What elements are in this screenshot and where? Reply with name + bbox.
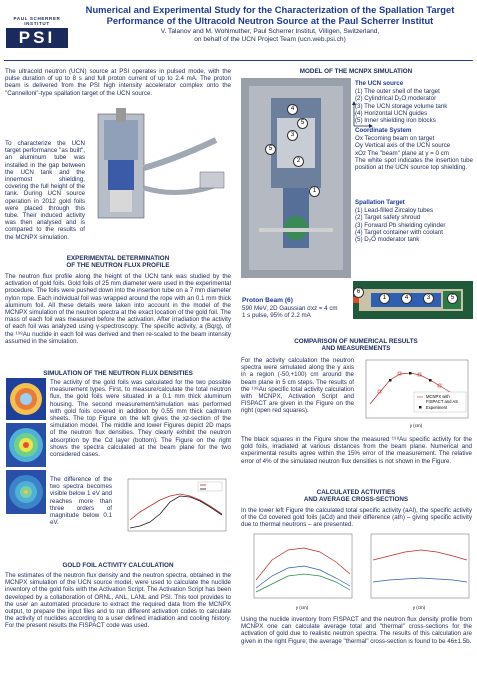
cross-section-plot — [359, 530, 472, 612]
exp-heading-line-2: OF THE NEUTRON FLUX PROFILE — [66, 262, 170, 270]
ucn-item: (1) The outer shell of the target — [355, 88, 440, 96]
ucn-item: (4) Horizontal UCN guides — [355, 109, 428, 117]
label-1: 1 — [309, 186, 320, 197]
spallation-target-list — [355, 199, 473, 243]
mcnpx-model-figure — [241, 78, 351, 278]
ucn-source-title: The UCN source — [355, 80, 404, 87]
spectra-plot — [116, 476, 230, 542]
label-4: 4 — [287, 104, 298, 115]
comparison-heading-line-1: COMPARISON OF NUMERICAL RESULTS — [294, 338, 418, 345]
proton-beam-block — [242, 297, 352, 319]
activity-plot-xlabel: y (cm) — [295, 605, 309, 610]
comparison-legend-3: Experiment — [426, 405, 448, 410]
poster-title — [70, 4, 470, 26]
exp-heading-line-1: EXPERIMENTAL DETERMINATION — [66, 255, 170, 262]
spall-item: (2) Target safety shroud — [355, 214, 421, 222]
title-line-1: Numerical and Experimental Study for the Characterization of the Spallation Target — [85, 4, 455, 15]
ucn-item: (3) The UCN storage volume tank — [355, 102, 448, 110]
gold-foil-text: The estimates of the neutron flux density and the neutron spectra, obtained in the MCNPX simulation of the UCN source model, were used to calculate the nuclide inventory of the gold foils with the Activation Script. The Activation Script has been developed by a collaboration of ORNL, ANL, LANL and PSI. This tool provides to the user an automated procedure to extract the required data from the MCNPX output, to prepare the input files and to run different activation codes to calculate the activity of nuclides according to a user defined irradiation and cooling history. For the present results the FISPACT code was used. — [5, 572, 231, 630]
label-3: 3 — [287, 130, 298, 141]
sim-flux-heading: SIMULATION OF THE NEUTRON FLUX DENSITIES — [43, 370, 193, 377]
spall-item: (1) Lead-filled Zircaloy tubes — [355, 207, 434, 215]
target-label-4: 4 — [401, 293, 412, 304]
intro-paragraph-2: To characterize the UCN target performance "as built", an aluminum tube was installed in the gap between the UCN tank and the innermost shielding, covering the full height of the tank. During UCN source operation in 2012 gold foils were placed through this tube. Their induced activity was then analysed and is compared to the results of the MCNPX simulation. — [5, 140, 85, 241]
calc-activities-heading — [240, 489, 472, 504]
coordinate-system-list — [355, 127, 473, 171]
ucn-source-list — [355, 80, 473, 124]
target-3d-figure — [88, 108, 228, 226]
comparison-text-1: For the activity calculation the neutron spectra were simulated along the y axis in a region (-50,+100) cm around the beam plane in 5 cm steps. The results of the ¹⁹⁸Au specific total activity calculation with MCNPX, Activation Script and FISPACT are given in the Figure on the right (open red squares). — [241, 357, 354, 415]
exp-determination-heading — [5, 255, 231, 270]
spall-item: (4) Target container with coolant — [355, 228, 443, 236]
ucn-item: (2) Cylindrical D₂O moderator — [355, 95, 437, 103]
cross-section-plot-xlabel: y (cm) — [412, 605, 426, 610]
ucn-item: (5) Inner shielding iron blocks — [355, 117, 436, 125]
activity-comparison-plot — [356, 358, 472, 430]
flux-map-total — [6, 423, 46, 467]
header-rule — [4, 60, 473, 61]
flux-map-cadmium — [6, 470, 46, 514]
comparison-legend-1: MCNPX with — [426, 394, 450, 399]
proton-beam-line-1: 590 MeV, 2D Gaussian σxz = 4 cm — [242, 305, 338, 312]
coord-title: Coordinate System — [355, 127, 412, 134]
sim-flux-text: The activity of the gold foils was calculated for the two possible measurement types. First, to measure/calculate the total neutron flux, the gold foils were situated in a 0.1 mm thick aluminum housing. The second measurement/simulation was performed with gold foils covered in addition by 0.55 mm thick cadmium sheets. The top Figure on the left gives the xz-section of the simulation model. The middle and lower Figures depict 2D maps of the neutron flux densities. They clearly exhibit the neutron absorption by the Cd layer (bottom). The Figure on the right shows the spectra calculated at the beam plane for the two considered cases. — [50, 379, 231, 459]
logo-institute-name: PAUL SCHERRER INSTITUT — [13, 16, 61, 26]
logo-psi-mark: PSI — [6, 28, 68, 48]
spall-title: Spallation Target — [355, 199, 405, 206]
proton-beam-title: Proton Beam (6) — [242, 297, 293, 304]
target-label-6: 6 — [353, 287, 364, 298]
psi-logo — [6, 16, 68, 48]
spallation-target-figure — [353, 281, 473, 319]
flux-map-xz-section — [6, 378, 46, 420]
target-label-3: 3 — [423, 293, 434, 304]
target-label-5: 5 — [447, 293, 458, 304]
comparison-xlabel: y (cm) — [409, 423, 423, 428]
spall-item: (5) D₂O moderator tank — [355, 236, 420, 244]
comparison-text-2: The black squares in the Figure show the measured ¹⁹⁸Au specific activity for the gold foils, irradiated at various distances from the beam plane. Numerical and experimental results agree within the 15% error of the measurement. The relative error of 4% of the simulated neutron flux densities is not shown in the Figure. — [241, 436, 472, 465]
label-5b: 5 — [265, 144, 276, 155]
collaboration-line: on behalf of the UCN Project Team (ucn.web.psi.ch) — [194, 36, 346, 43]
exp-determination-text: The neutron flux profile along the height of the UCN tank was studied by the activation of gold foils. Gold foils of 25 mm diameter were used in the experimental procedure. The foils were pushed down into the insertion tube on a 7 mm diameter nylon rope. Each individual foil was wrapped around the rope with an 0.1 mm thick aluminum foil. All these details were taken into account in the model of the MCNPX simulation of the neutron spectra at the exact location of the gold foil. The mass of each foil was measured before the activation. After irradiation the activity of each foil was analyzed using γ-spectroscopy. The specific activity, a (Bq/g), of the ¹⁹⁸Au nuclide in each foil was derived and then re-scaled to the beam intensity assumed in the simulation. — [5, 273, 231, 345]
header — [0, 0, 477, 66]
coord-item: Ox Tecoming beam on target — [355, 135, 435, 143]
coord-item: The white spot indicates the insertion tube position at the UCN source top shielding. — [355, 156, 473, 172]
calc-heading-line-1: CALCULATED ACTIVITIES — [316, 489, 396, 496]
title-line-2: Performance of the Ultracold Neutron Source at the Paul Scherrer Institut — [106, 15, 434, 26]
author-line: V. Talanov and M. Wohlmuther, Paul Scherrer Institut, Villigen, Switzerland, — [160, 28, 380, 35]
spall-item: (3) Forward Pb shielding cylinder — [355, 221, 446, 229]
comparison-heading-line-2: AND MEASUREMENTS — [321, 345, 391, 353]
gold-foil-heading: GOLD FOIL ACTIVITY CALCULATION — [62, 562, 174, 569]
proton-beam-line-2: 1 s pulse, 95% of 2.2 mA — [242, 312, 311, 320]
authors — [70, 28, 470, 44]
calc-activities-text-2: Using the nuclide inventory from FISPACT and the neutron flux density profile from MCNPX one can calculate average total and "thermal" cross-sections for the activation of gold due to realistic neutron spectra. The results of this calculation are given in the right Figure; the average "thermal" cross-section is found to be 46±1.5b. — [241, 616, 472, 645]
calc-activities-text-1: In the lower left Figure the calculated total specific activity (aAl), the specific activity of the Cd covered gold foils (aCd) and their difference (ath) – giving specific activity due to thermal neutrons – are presented. — [241, 507, 472, 529]
target-label-1: 1 — [379, 293, 390, 304]
sim-flux-text-2: The difference of the two spectra becomes visible below 1 eV and reaches more than three orders of magnitude below 0.1 eV. — [50, 476, 112, 527]
mcnpx-model-heading: MODEL OF THE MCNPX SIMULATION — [299, 68, 413, 75]
calc-heading-line-2: AND AVERAGE CROSS-SECTIONS — [303, 496, 409, 504]
label-2: 2 — [293, 156, 304, 167]
coord-item: xOz The "beam" plane at y = 0 cm — [355, 149, 449, 157]
label-5a: 5 — [297, 118, 308, 129]
comparison-legend-2: FISPACT and AS — [426, 399, 458, 404]
intro-paragraph-1: The ultracold neutron (UCN) source at PSI operates in pulsed mode, with the pulse duration of up to 8 s and full proton current of up to 2.4 mA. The proton beam is delivered from the PSI high intensity accelerator complex onto the "Cannelloni"-type spallation target of the UCN source. — [5, 68, 231, 97]
coord-item: Oy Vertical axis of the UCN source — [355, 142, 451, 150]
specific-activity-plot — [242, 530, 355, 612]
comparison-heading — [240, 338, 472, 353]
